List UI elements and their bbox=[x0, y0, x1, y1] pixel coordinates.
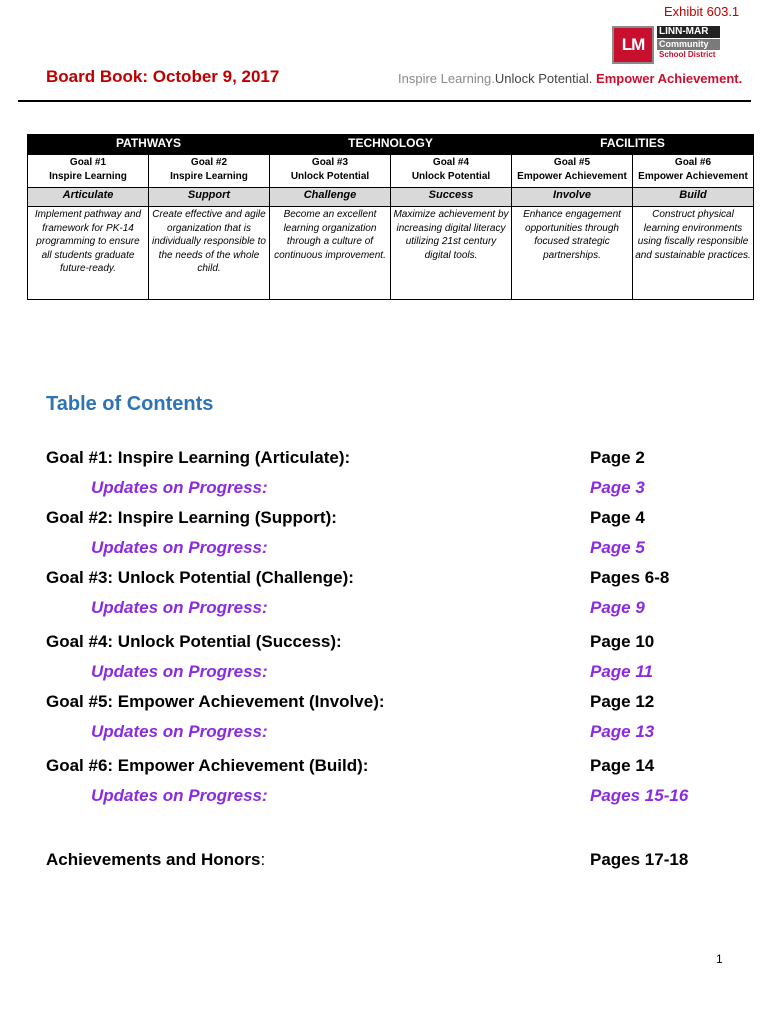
goal-5-description: Enhance engagement opportunities through focused strategic partnerships. bbox=[512, 207, 633, 300]
toc-entry-page: Page 2 bbox=[590, 448, 645, 467]
exhibit-label: Exhibit 603.1 bbox=[664, 4, 740, 19]
toc-entry-page: Page 11 bbox=[590, 662, 654, 681]
toc-achievements-label bbox=[46, 850, 265, 870]
toc-entry-label: Updates on Progress: bbox=[91, 538, 268, 557]
toc-entry bbox=[0, 722, 770, 746]
tagline-part3: Empower Achievement. bbox=[596, 71, 743, 86]
goal-theme: Empower Achievement bbox=[517, 170, 627, 182]
goal-number: Goal #5 bbox=[553, 157, 591, 168]
goal-6-header bbox=[633, 155, 754, 188]
goal-3-header bbox=[270, 155, 391, 188]
goal-theme: Inspire Learning bbox=[49, 170, 127, 182]
goal-3-verb: Challenge bbox=[270, 188, 391, 207]
toc-entry-page: Page 4 bbox=[590, 508, 645, 527]
toc-entry bbox=[0, 568, 770, 592]
toc-entry-page: Page 12 bbox=[590, 692, 655, 711]
toc-entry bbox=[0, 538, 770, 562]
goal-number-row bbox=[28, 155, 754, 188]
goal-4-description: Maximize achievement by increasing digital literacy utilizing 21st century digital tools. bbox=[391, 207, 512, 300]
goal-2-verb: Support bbox=[149, 188, 270, 207]
goal-5-header bbox=[512, 155, 633, 188]
district-tagline bbox=[398, 71, 742, 86]
category-header-row bbox=[28, 135, 754, 155]
toc-entry-label: Goal #1: Inspire Learning (Articulate): bbox=[46, 448, 351, 467]
goal-5-verb: Involve bbox=[512, 188, 633, 207]
toc-entry-label: Goal #2: Inspire Learning (Support): bbox=[46, 508, 337, 527]
goal-number: Goal #6 bbox=[674, 157, 712, 168]
goal-theme: Empower Achievement bbox=[638, 170, 748, 182]
toc-entry bbox=[0, 756, 770, 780]
toc-entry bbox=[0, 632, 770, 656]
goal-4-verb: Success bbox=[391, 188, 512, 207]
goal-2-description: Create effective and agile organization that is individually responsible to the needs of the whole child. bbox=[149, 207, 270, 300]
category-facilities: FACILITIES bbox=[512, 135, 754, 155]
toc-entry bbox=[0, 508, 770, 532]
board-book-title: Board Book: October 9, 2017 bbox=[46, 67, 280, 86]
tagline-part2: Unlock Potential. bbox=[494, 71, 593, 86]
goal-6-description: Construct physical learning environments using fiscally responsible and sustainable practices. bbox=[633, 207, 754, 300]
goal-number: Goal #2 bbox=[190, 157, 228, 168]
toc-achievements-page: Pages 17-18 bbox=[590, 850, 689, 869]
goal-3-description: Become an excellent learning organization through a culture of continuous improvement. bbox=[270, 207, 391, 300]
logo-line3: School District bbox=[659, 50, 716, 59]
toc-entry-label: Updates on Progress: bbox=[91, 722, 268, 741]
header-divider bbox=[18, 100, 751, 102]
toc-entry-page: Page 3 bbox=[590, 478, 645, 497]
achievements-label-text: Achievements and Honors bbox=[46, 850, 261, 869]
page-number: 1 bbox=[716, 952, 723, 966]
goal-1-description: Implement pathway and framework for PK-14 programming to ensure all students graduate future-ready. bbox=[28, 207, 149, 300]
toc-entry-label: Updates on Progress: bbox=[91, 786, 268, 805]
category-technology: TECHNOLOGY bbox=[270, 135, 512, 155]
toc-entry bbox=[0, 598, 770, 622]
logo-line1: LINN-MAR bbox=[657, 26, 720, 38]
goal-verb-row bbox=[28, 188, 754, 207]
toc-entry-label: Updates on Progress: bbox=[91, 598, 268, 617]
toc-entry-label: Goal #6: Empower Achievement (Build): bbox=[46, 756, 369, 775]
goal-6-verb: Build bbox=[633, 188, 754, 207]
toc-entry bbox=[0, 692, 770, 716]
toc-entry-page: Page 9 bbox=[590, 598, 645, 617]
toc-entry-page: Pages 6-8 bbox=[590, 568, 670, 587]
toc-entry bbox=[0, 478, 770, 502]
goal-number: Goal #1 bbox=[69, 157, 107, 168]
district-logo bbox=[612, 26, 720, 64]
toc-entry-label: Updates on Progress: bbox=[91, 478, 268, 497]
toc-entry-label: Goal #3: Unlock Potential (Challenge): bbox=[46, 568, 354, 587]
goal-theme: Unlock Potential bbox=[290, 170, 370, 182]
toc-entry-page: Page 10 bbox=[590, 632, 655, 651]
toc-entry-label: Updates on Progress: bbox=[91, 662, 268, 681]
toc-achievements bbox=[0, 850, 770, 874]
goal-theme: Unlock Potential bbox=[411, 170, 491, 182]
toc-entry bbox=[0, 662, 770, 686]
toc-entry bbox=[0, 786, 770, 810]
goal-1-verb: Articulate bbox=[28, 188, 149, 207]
goal-4-header bbox=[391, 155, 512, 188]
logo-line2: Community bbox=[657, 39, 720, 50]
toc-entry bbox=[0, 448, 770, 472]
goal-1-header bbox=[28, 155, 149, 188]
strategic-goals-table bbox=[27, 134, 754, 300]
toc-title: Table of Contents bbox=[46, 393, 214, 415]
toc-entry-page: Page 13 bbox=[590, 722, 655, 741]
goal-theme: Inspire Learning bbox=[170, 170, 248, 182]
goal-number: Goal #4 bbox=[432, 157, 470, 168]
category-pathways: PATHWAYS bbox=[28, 135, 270, 155]
toc-entry-page: Pages 15-16 bbox=[590, 786, 689, 805]
logo-mark: LM bbox=[612, 26, 654, 64]
goal-2-header bbox=[149, 155, 270, 188]
achievements-colon: : bbox=[260, 850, 266, 869]
toc-entry-page: Page 5 bbox=[590, 538, 645, 557]
toc-entry-page: Page 14 bbox=[590, 756, 655, 775]
toc-entry-label: Goal #5: Empower Achievement (Involve): bbox=[46, 692, 385, 711]
goal-description-row bbox=[28, 207, 754, 300]
logo-text bbox=[654, 26, 720, 64]
tagline-part1: Inspire Learning. bbox=[398, 71, 495, 86]
goal-number: Goal #3 bbox=[311, 157, 349, 168]
toc-entry-label: Goal #4: Unlock Potential (Success): bbox=[46, 632, 342, 651]
